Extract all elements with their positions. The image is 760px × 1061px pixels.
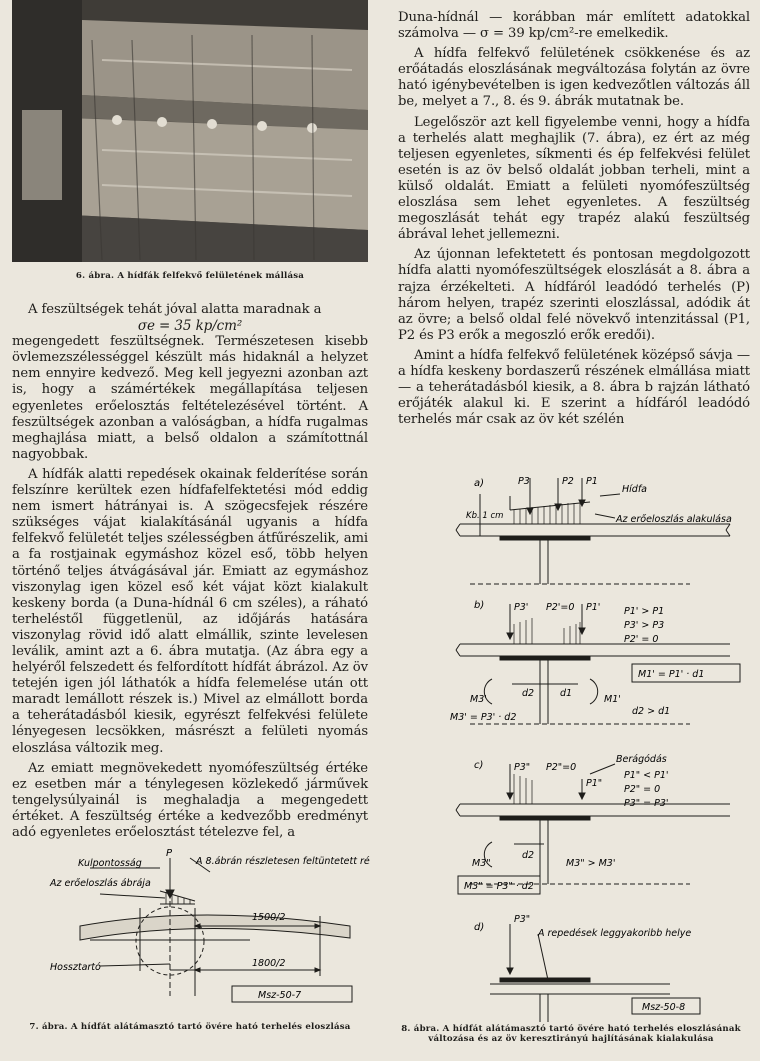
fig8-label-c-M: M3" > M3' — [566, 858, 616, 869]
fig7-label-ref-text: A 8.ábrán részletesen feltüntetett rész — [196, 856, 370, 867]
fig8-label-c-rel2: P2" = 0 — [624, 784, 661, 795]
fig8-label-b-P2: P2'=0 — [546, 602, 575, 613]
right-paragraph-3: Az újonnan lefektetett és pontosan megdolgozott hídfa alatti nyomófeszültségek eloszlását a 8. ábra a rajza érzékelteti. A hídfáról leadódó terhelés (P) három helyen, trapéz szerinti eloszlással, adódik át az övre; a belső oldal felé növekvő intenzitással (P1, P2 és P3 erők a megoszló erők eredői). — [398, 247, 750, 343]
fig7-label-eroeloszlas: Az erőeloszlás ábrája — [50, 878, 151, 889]
figure-8-drawing — [410, 474, 750, 1026]
fig7-label-dim2: 1800/2 — [252, 958, 286, 969]
fig8-label-beragodas: Berágódás — [616, 754, 667, 765]
fig8-label-c-P1: P1" — [586, 778, 603, 789]
figure-6-photo — [12, 0, 368, 262]
fig8-label-b-d2: d2 — [522, 688, 535, 699]
stress-formula: σe = 35 kp/cm² — [137, 318, 243, 335]
fig7-label-ref — [195, 856, 370, 867]
fig8-label-kb: Kb. 1 cm — [466, 511, 504, 521]
fig8-label-b-rel3: P2' = 0 — [624, 634, 659, 645]
fig8-label-b-form1: M3' = P3' · d2 — [450, 712, 517, 723]
figure-8-caption: 8. ábra. A hídfát alátámasztó tartó övére ható terhelés eloszlásának változása és az öv keresztirányú hajlításának kialakulása — [401, 1024, 741, 1044]
fig8-label-code: Msz-50-8 — [642, 1002, 686, 1013]
fig8-label-d-P3: P3" — [514, 914, 531, 925]
fig8-label-b-rel2: P3' > P3 — [624, 620, 665, 631]
fig7-label-dim1: 1500/2 — [252, 912, 286, 923]
photo-illustration — [12, 0, 368, 262]
right-paragraph-0: Duna-hídnál — korábban már említett adatokkal számolva — σ = 39 kp/cm²-re emelkedik. — [398, 10, 750, 42]
fig8-label-c-d2: d2 — [522, 850, 535, 861]
left-intro: A feszültségek tehát jóval alatta maradnak a — [28, 302, 322, 317]
fig8-label-hidfa: Hídfa — [622, 484, 647, 495]
fig8-label-c-P3: P3" — [514, 762, 531, 773]
fig8-label-c-M3: M3" — [472, 858, 491, 869]
right-paragraph-4: Amint a hídfa felfekvő felületének középső sávja — a hídfa keskeny bordaszerű részének elmállása miatt — a teherátadásból kiesik, a 8. ábra b rajzán látható erőjáték alakul ki. E szerint a hídfáról leadódó terhelés már csak az öv két szélén — [398, 347, 750, 428]
fig8-label-P3: P3 — [518, 476, 530, 487]
right-column — [398, 10, 750, 428]
fig8-label-b-form2: M1' = P1' · d1 — [638, 669, 705, 680]
fig8-label-b-rel1: P1' > P1 — [624, 606, 665, 617]
fig8-label-c-rel1: P1" < P1' — [624, 770, 669, 781]
figure-7-caption: 7. ábra. A hídfát alátámasztó tartó övére ható terhelés eloszlása — [29, 1022, 351, 1032]
left-paragraph-2: A hídfák alatti repedések okainak felderítése során felszínre kerültek ezen hídfafelfektetési mód eddig nem ismert hátrányai is. A szögecsfejek részére szükséges vájat kialakításánál ugyanis a hídfa felfekvő felületét teljes szélességben átfűrészelik, ami a fa rostjainak egymáshoz közel eső, több helyen történő teljes átvágásával jár. Emiatt az egymáshoz viszonylag igen közel eső két vájat közt kialakult keskeny borda (a Duna-hídnál 6 cm széles), a ráható terheléstől függetlenül, az időjárás hatására viszonylag rövid idő alatt elmállik, szinte levelesen leválik, amint azt a 6. ábra mutatja. (Az ábra egy a helyéről felszedett és felfordított hídfát ábrázol. Az öv tetején igen jól láthatók a hídfa felemelése után ott maradt lemállott részek is.) Mivel az elmállott borda a teherátadásból kiesik, egyrészt felfekvési felülete lényegesen lecsökken, másrészt a felületi nyomás eloszlása változik meg. — [12, 466, 368, 756]
fig8-label-c-P2: P2"=0 — [546, 762, 577, 773]
fig8-label-d: d) — [474, 922, 485, 933]
fig8-label-c-form: M3" = P3" · d2 — [464, 881, 534, 892]
fig8-label-b-P1: P1' — [586, 602, 601, 613]
right-paragraph-1: A hídfa felfekvő felületének csökkenése és az erőátadás eloszlásának megváltozása folytán az övre ható igénybevételben is igen kedvezőtlen változás áll be, melyet a 7., 8. és 9. ábrák mutatnak be. — [398, 46, 750, 110]
figure-7-drawing — [20, 846, 370, 1018]
fig7-label-code: Msz-50-7 — [258, 990, 302, 1001]
right-paragraph-2: Legelőször azt kell figyelembe venni, hogy a hídfa a terhelés alatt meghajlik (7. ábra), ez ért az még teljesen egyenletes, síkmenti és ép felfekvési felület esetén is az öv belső oldalát jobban terheli, mint a külső oldalát. Emiatt a felületi nyomófeszültség eloszlása sem lehet egyenletes. A feszültség megoszlását tehát egy trapéz alakú feszültség ábrával lehet jellemezni. — [398, 114, 750, 243]
figure-8 — [410, 474, 750, 1026]
fig8-label-b-M3: M3' — [470, 694, 487, 705]
figure-7 — [20, 846, 370, 1018]
fig8-label-repedes: A repedések leggyakoribb helye — [538, 928, 692, 939]
fig8-label-eroeloszlas: Az erőeloszlás alakulása — [616, 514, 732, 525]
fig7-label-kulpontossag: Kulpontosság — [78, 858, 142, 869]
fig8-label-a: a) — [474, 478, 485, 489]
fig8-label-P1: P1 — [586, 476, 598, 487]
left-paragraph-3: Az emiatt megnövekedett nyomófeszültség értéke ez esetben már a ténylegesen közlekedő járművek tengelysúlyainál is meghaladja a megengedett értéket. A feszültség értéke a kedvezőbb eredményt adó egyenletes erőelosztást tételezve fel, a — [12, 760, 368, 840]
figure-6-caption: 6. ábra. A hídfák felfekvő felületének mállása — [75, 271, 305, 281]
fig8-label-c: c) — [474, 760, 484, 771]
left-paragraph-1: megengedett feszültségnek. Természetesen kisebb övlemezszélességgel készült más hidaknál a helyzet nem ennyire kedvező. Meg kell jegyezni azonban azt is, hogy a számértékek megállapítása teljesen egyenletes erőelosztás feltételezésével történt. A feszültségek azonban a valóságban, a hídfa rugalmas meghajlása miatt, a belső oldalon a számítottnál nagyobbak. — [12, 334, 368, 462]
left-column — [12, 302, 368, 841]
fig7-label-hossztarto: Hossztartó — [50, 962, 101, 973]
fig8-label-P2: P2 — [562, 476, 574, 487]
fig8-label-b-M1: M1' — [604, 694, 621, 705]
fig8-label-c-rel3: P3" = P3' — [624, 798, 669, 809]
fig8-label-b-d1: d1 — [560, 688, 573, 699]
fig7-label-P: P — [166, 848, 173, 859]
fig8-label-b: b) — [474, 600, 485, 611]
fig8-label-b-d: d2 > d1 — [632, 706, 671, 717]
fig8-label-b-P3: P3' — [514, 602, 529, 613]
